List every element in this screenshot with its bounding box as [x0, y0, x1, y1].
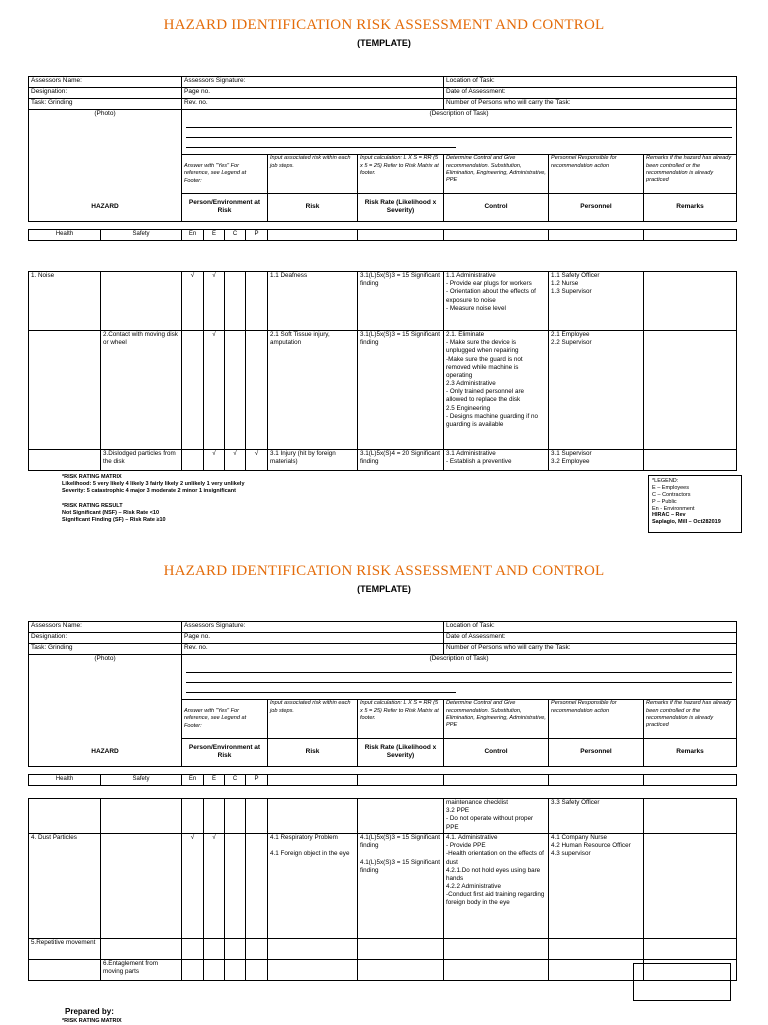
instruction-personnel: Personnel Responsible for recommendation action: [549, 700, 644, 738]
table-row: [29, 960, 737, 981]
risk-rate-cell[interactable]: [358, 799, 444, 834]
date-cell[interactable]: Date of Assessment:: [444, 88, 737, 99]
hazard-health-cell[interactable]: [29, 799, 101, 834]
rev-no-cell[interactable]: Rev. no.: [182, 644, 444, 655]
control-header: Control: [444, 193, 549, 222]
risk-rate-cell[interactable]: 3.1(L)5x(S)3 = 15 Significant finding: [358, 331, 444, 450]
health-subheader: Health: [29, 775, 101, 786]
sf-line: Significant Finding (SF) – Risk Rate ≥10: [62, 516, 166, 523]
legend-c: C – Contractors: [652, 491, 691, 498]
assessors-name-cell[interactable]: Assessors Name:: [29, 622, 182, 633]
c-subheader: C: [225, 230, 246, 241]
instruction-remarks: Remarks if the hazard has already been controlled or the recommendation is already practiced: [644, 155, 737, 193]
instruction-answer: Answer with "Yes" For reference, see Legend at Footer:: [182, 700, 268, 738]
instruction-input: Input associated risk within each job steps.: [268, 155, 358, 193]
remarks-cell[interactable]: [644, 834, 737, 939]
health-subheader: Health: [29, 230, 101, 241]
hazard-safety-cell[interactable]: [101, 939, 182, 960]
personnel-header: Personnel: [549, 738, 644, 767]
legend-box-placeholder: [633, 963, 731, 1001]
risk-cell[interactable]: 2.1 Soft Tissue injury, amputation: [268, 331, 358, 450]
header-table: [28, 76, 737, 222]
description-line: [186, 673, 732, 683]
description-line: [186, 138, 456, 148]
legend-box: [648, 475, 742, 533]
description-label: (Description of Task): [429, 655, 489, 662]
instruction-calc: Input calculation: L X S = RR (5 x 5 = 25) Refer to Risk Matrix at footer.: [358, 700, 444, 738]
nsf-line: Not Significant (NSF) – Risk Rate <10: [62, 509, 160, 516]
instruction-answer: Answer with "Yes" For reference, see Legend at Footer:: [182, 155, 268, 193]
instruction-control: Determine Control and Give recommendation. Substitution, Elimination, Engineering, Administrative, PPE: [444, 700, 549, 738]
e-subheader: E: [204, 230, 225, 241]
risk-rating-footer: [62, 474, 245, 524]
legend-hirac: HIRAC – Rev: [652, 512, 686, 519]
check-mark: √: [204, 450, 225, 471]
e-subheader: E: [204, 775, 225, 786]
description-line: [186, 663, 732, 673]
hazard-safety-cell[interactable]: 2.Contact with moving disk or wheel: [101, 331, 182, 450]
description-line: [186, 683, 456, 693]
page-2: [0, 546, 768, 1024]
assessors-signature-cell[interactable]: Assessors Signature:: [182, 622, 444, 633]
risk-header: Risk: [268, 193, 358, 222]
instruction-calc: Input calculation: L X S = RR (5 x 5 = 25) Refer to Risk Matrix at footer.: [358, 155, 444, 193]
control-cell[interactable]: 4.1. Administrative - Provide PPE -Health orientation on the effects of dust 4.2.1.Do not hold eyes using bare hands 4.2.2 Administrative -Conduct first aid training regarding foreign body in the eye: [444, 834, 549, 939]
table-row: [29, 834, 737, 939]
hazard-safety-cell[interactable]: 3.Dislodged particles from the disk: [101, 450, 182, 471]
hazard-table-2: [28, 798, 737, 981]
hazard-health-cell[interactable]: [29, 450, 101, 471]
risk-rate-header: Risk Rate (Likelihood x Severity): [358, 738, 444, 767]
risk-cell[interactable]: 4.1 Respiratory Problem 4.1 Foreign object in the eye: [268, 834, 358, 939]
hazard-safety-cell[interactable]: [101, 272, 182, 331]
matrix-title-footer: *RISK RATING MATRIX: [62, 1018, 122, 1024]
risk-cell[interactable]: 3.1 Injury (hit by foreign materials): [268, 450, 358, 471]
matrix-title: *RISK RATING MATRIX: [62, 474, 122, 480]
document-title: HAZARD IDENTIFICATION RISK ASSESSMENT AND CONTROL: [163, 17, 605, 33]
hazard-health-cell[interactable]: 1. Noise: [29, 272, 101, 331]
hazard-safety-cell[interactable]: 6.Entaglement from moving parts: [101, 960, 182, 981]
hazard-health-cell[interactable]: 5.Repetitive movement: [29, 939, 101, 960]
control-cell[interactable]: 1.1 Administrative - Provide ear plugs for workers - Orientation about the effects of exposure to noise - Measure noise level: [444, 272, 549, 331]
legend-e: E – Employees: [652, 484, 689, 491]
instruction-personnel: Personnel Responsible for recommendation action: [549, 155, 644, 193]
en-subheader: En: [182, 775, 204, 786]
photo-cell[interactable]: [29, 655, 182, 739]
control-header: Control: [444, 738, 549, 767]
document-title: HAZARD IDENTIFICATION RISK ASSESSMENT AND CONTROL: [163, 563, 605, 579]
persons-cell[interactable]: Number of Persons who will carry the Task:: [444, 644, 737, 655]
hazard-header: HAZARD: [29, 193, 182, 222]
description-cell[interactable]: [182, 110, 737, 155]
risk-cell[interactable]: [268, 799, 358, 834]
rev-no-cell[interactable]: Rev. no.: [182, 99, 444, 110]
remarks-cell[interactable]: [644, 799, 737, 834]
personnel-cell[interactable]: 2.1 Employee 2.2 Supervisor: [549, 331, 644, 450]
date-cell[interactable]: Date of Assessment:: [444, 633, 737, 644]
en-subheader: En: [182, 230, 204, 241]
subheader-table: [28, 774, 737, 786]
photo-cell[interactable]: [29, 110, 182, 194]
table-row: [29, 939, 737, 960]
description-line: [186, 128, 732, 138]
hazard-safety-cell[interactable]: [101, 834, 182, 939]
location-cell[interactable]: Location of Task:: [444, 622, 737, 633]
check-mark: √: [182, 834, 204, 939]
hazard-health-cell[interactable]: 4. Dust Particles: [29, 834, 101, 939]
table-row: [29, 450, 737, 471]
document-subtitle: (TEMPLATE): [357, 38, 411, 48]
safety-subheader: Safety: [101, 230, 182, 241]
remarks-header: Remarks: [644, 193, 737, 222]
p-subheader: P: [246, 230, 268, 241]
description-cell[interactable]: [182, 655, 737, 700]
page-no-cell[interactable]: Page no.: [182, 633, 444, 644]
prepared-by-label: Prepared by:: [65, 1007, 114, 1016]
legend-author: Saplagio, Mill – Oct282019: [652, 519, 721, 526]
risk-rate-cell[interactable]: 3.1(L)5x(S)3 = 15 Significant finding: [358, 272, 444, 331]
assessors-name-cell[interactable]: Assessors Name:: [29, 77, 182, 88]
person-env-header: Person/Environment at Risk: [182, 738, 268, 767]
c-subheader: C: [225, 775, 246, 786]
persons-cell[interactable]: Number of Persons who will carry the Task:: [444, 99, 737, 110]
instruction-input: Input associated risk within each job steps.: [268, 700, 358, 738]
description-line: [186, 118, 732, 128]
instruction-remarks: Remarks if the hazard has already been controlled or the recommendation is already practiced: [644, 700, 737, 738]
p-subheader: P: [246, 775, 268, 786]
subheader-table: [28, 229, 737, 241]
photo-label: (Photo): [94, 110, 116, 117]
designation-cell[interactable]: Designation:: [29, 88, 182, 99]
instruction-control: Determine Control and Give recommendation. Substitution, Elimination, Engineering, Administrative, PPE: [444, 155, 549, 193]
location-cell[interactable]: Location of Task:: [444, 77, 737, 88]
likelihood-line: Likelihood: 5 very likely 4 likely 3 fairly likely 2 unlikely 1 very unlikely: [62, 481, 245, 488]
personnel-cell[interactable]: 3.3 Safety Officer: [549, 799, 644, 834]
table-row: [29, 272, 737, 331]
check-mark: √: [246, 450, 268, 471]
hazard-table-1: [28, 271, 737, 471]
remarks-cell[interactable]: [644, 272, 737, 331]
check-mark: √: [204, 272, 225, 331]
remarks-header: Remarks: [644, 738, 737, 767]
legend-p: P – Public: [652, 498, 677, 505]
document-subtitle: (TEMPLATE): [357, 584, 411, 594]
control-cell[interactable]: 2.1. Eliminate - Make sure the device is unplugged when repairing -Make sure the guard is not removed while machine is operating 2.3 Administrative - Only trained personnel are allowed to replace the disk 2.5 Engineering - Designs machine guarding if no guarding is available: [444, 331, 549, 450]
hazard-header: HAZARD: [29, 738, 182, 767]
task-cell[interactable]: Task: Grinding: [29, 99, 182, 110]
legend-title: *LEGEND:: [652, 478, 679, 484]
table-row: [29, 799, 737, 834]
assessors-signature-cell[interactable]: Assessors Signature:: [182, 77, 444, 88]
hazard-safety-cell[interactable]: [101, 799, 182, 834]
control-cell[interactable]: maintenance checklist 3.2 PPE - Do not operate without proper PPE: [444, 799, 549, 834]
remarks-cell[interactable]: [644, 450, 737, 471]
remarks-cell[interactable]: [644, 331, 737, 450]
task-cell[interactable]: Task: Grinding: [29, 644, 182, 655]
check-mark: √: [204, 331, 225, 450]
description-label: (Description of Task): [429, 110, 489, 117]
result-title: *RISK RATING RESULT: [62, 502, 123, 509]
header-table: [28, 621, 737, 767]
legend-en: En - Environment: [652, 505, 695, 512]
check-mark: √: [225, 450, 246, 471]
personnel-cell[interactable]: 3.1 Supervisor 3.2 Employee: [549, 450, 644, 471]
risk-rate-cell[interactable]: 4.1(L)5x(S)3 = 15 Significant finding 4.1(L)5x(S)3 = 15 Significant finding: [358, 834, 444, 939]
check-mark: √: [204, 834, 225, 939]
control-cell[interactable]: 3.1 Administrative - Establish a preventive: [444, 450, 549, 471]
personnel-cell[interactable]: 1.1 Safety Officer 1.2 Nurse 1.3 Supervisor: [549, 272, 644, 331]
risk-rate-cell[interactable]: 3.1(L)5x(S)4 = 20 Significant finding: [358, 450, 444, 471]
risk-cell[interactable]: 1.1 Deafness: [268, 272, 358, 331]
table-row: [29, 331, 737, 450]
risk-header: Risk: [268, 738, 358, 767]
safety-subheader: Safety: [101, 775, 182, 786]
personnel-cell[interactable]: 4.1 Company Nurse 4.2 Human Resource Officer 4.3 supervisor: [549, 834, 644, 939]
check-mark: √: [182, 272, 204, 331]
designation-cell[interactable]: Designation:: [29, 633, 182, 644]
severity-line: Severity: 5 catastrophic 4 major 3 moderate 2 minor 1 insignificant: [62, 488, 236, 495]
hazard-health-cell[interactable]: [29, 331, 101, 450]
person-env-header: Person/Environment at Risk: [182, 193, 268, 222]
hazard-health-cell[interactable]: [29, 960, 101, 981]
risk-rate-header: Risk Rate (Likelihood x Severity): [358, 193, 444, 222]
personnel-header: Personnel: [549, 193, 644, 222]
page-no-cell[interactable]: Page no.: [182, 88, 444, 99]
photo-label: (Photo): [94, 655, 116, 662]
